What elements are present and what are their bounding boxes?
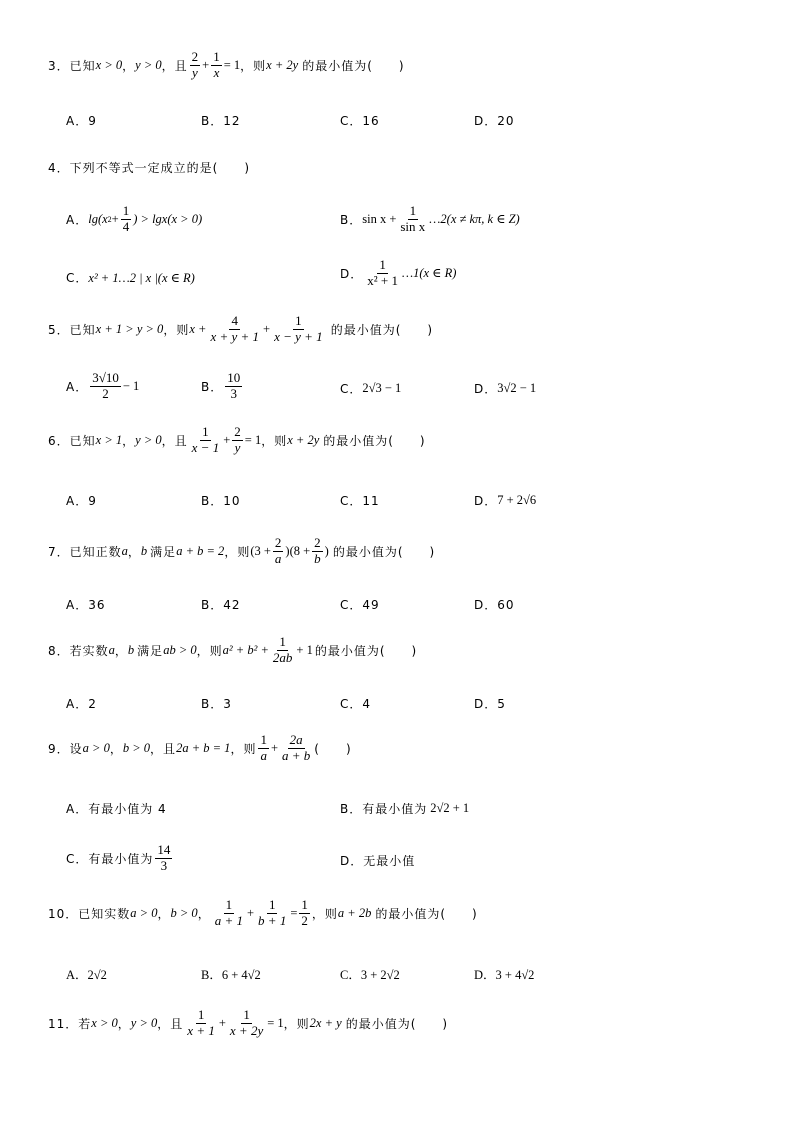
option-c[interactable]: C．3 + 2√2 [340, 968, 400, 982]
fraction: $\frac{1}{x + 1}$ [187, 1007, 215, 1038]
fraction: $\frac{1}{\text{x² + 1}}$ [367, 257, 398, 288]
fraction: $\frac{1}{x + 2y}$ [229, 1007, 264, 1038]
question-3: 3． 已知 x > 0 ， y > 0 ，且 $\frac{2}{y}$ + $\frac{1}{x}$ = 1 ，则 x + 2y 的最小值为( ) [48, 49, 405, 80]
fraction: $\frac{1}{x - 1}$ [191, 424, 220, 455]
question-8: 8． 若实数 a ， b 满足 ab > 0 ，则 a² + b² + $\frac{1}{2ab}$ + 1 的最小值为( ) [48, 634, 418, 665]
option-d[interactable]: D． 7 + 2√6 [474, 493, 537, 508]
option-c[interactable]: C．16 [340, 114, 380, 128]
question-4: 4．下列不等式一定成立的是( ) [48, 161, 250, 175]
option-b[interactable]: B． sin x + $\frac{1}{\text{sin x}}$ …2(x ≠ kπ, k ∈ Z) [340, 203, 520, 234]
fraction: $\frac{2}{b}$ [314, 535, 321, 566]
option-b[interactable]: B． $\frac{10}{3}$ [201, 370, 241, 401]
fraction: $\frac{1}{4}$ [122, 203, 130, 234]
option-a[interactable]: A．2√2 [66, 968, 107, 982]
question-6: 6． 已知 x > 1 ， y > 0 ，且 $\frac{1}{x - 1}$ + $\frac{2}{y}$ = 1 ，则 x + 2y 的最小值为( ) [48, 424, 426, 455]
option-a[interactable]: A． lg(x 2 + $\frac{1}{4}$ ) > lgx(x > 0) [66, 203, 203, 234]
option-b[interactable]: B．42 [201, 598, 241, 612]
fraction: $\frac{1}{x}$ [213, 49, 220, 80]
fraction: $\frac{3√10}{2}$ [92, 370, 119, 401]
fraction: $\frac{1}{x - y + 1}$ [274, 313, 323, 344]
fraction: $\frac{2}{a}$ [274, 535, 282, 566]
fraction: $\frac{1}{a + 1}$ [214, 897, 243, 928]
fraction: $\frac{10}{3}$ [227, 370, 241, 401]
option-c[interactable]: C．49 [340, 598, 380, 612]
option-d[interactable]: D．20 [474, 114, 515, 128]
fraction: $\frac{2a}{a + b}$ [282, 732, 311, 763]
option-c[interactable]: C． 2√3 − 1 [340, 381, 402, 396]
option-b[interactable]: B．6 + 4√2 [201, 968, 261, 982]
option-b[interactable]: B．12 [201, 114, 241, 128]
question-10: 10． 已知实数 a > 0 ， b > 0 ， $\frac{1}{a + 1}$ + $\frac{1}{b + 1}$ = $\frac{1}{2}$ ，则 a + 2b 的最小值为( ) [48, 897, 478, 928]
question-11: 11． 若 x > 0 ， y > 0 ，且 $\frac{1}{x + 1}$ + $\frac{1}{x + 2y}$ = 1 ，则 2x + y 的最小值为( ) [48, 1007, 449, 1038]
option-a[interactable]: A． $\frac{3√10}{2}$ − 1 [66, 370, 140, 401]
option-b[interactable]: B．10 [201, 494, 241, 508]
option-c[interactable]: C．4 [340, 697, 372, 711]
option-b[interactable]: B．有最小值为 2√2 + 1 [340, 801, 470, 816]
fraction: $\frac{1}{b + 1}$ [258, 897, 287, 928]
fraction: $\frac{2}{y}$ [191, 49, 199, 80]
option-d[interactable]: D．3 + 4√2 [474, 968, 535, 982]
fraction: $\frac{1}{2}$ [301, 897, 308, 928]
option-a[interactable]: A．2 [66, 697, 97, 711]
option-a[interactable]: A．有最小值为 4 [66, 802, 167, 816]
fraction: $\frac{4}{x + y + 1}$ [210, 313, 260, 344]
fraction: $\frac{1}{a}$ [260, 732, 267, 763]
option-d[interactable]: D． $\frac{1}{\text{x² + 1}}$ …1(x ∈ R) [340, 257, 457, 288]
option-d[interactable]: D．无最小值 [340, 854, 416, 868]
option-a[interactable]: A．9 [66, 494, 97, 508]
question-9: 9． 设 a > 0 ， b > 0 ，且 2a + b = 1 ，则 $\frac{1}{a}$ + $\frac{2a}{a + b}$ ( ) [48, 732, 352, 763]
option-c[interactable]: C．11 [340, 494, 380, 508]
option-a[interactable]: A．36 [66, 598, 106, 612]
option-c[interactable]: C．有最小值为 $\frac{14}{3}$ [66, 842, 171, 873]
option-d[interactable]: D．60 [474, 598, 515, 612]
option-c[interactable]: C． x² + 1…2 | x |(x ∈ R) [66, 270, 195, 285]
option-d[interactable]: D．5 [474, 697, 506, 711]
option-b[interactable]: B．3 [201, 697, 232, 711]
fraction: $\frac{14}{3}$ [157, 842, 171, 873]
option-a[interactable]: A．9 [66, 114, 97, 128]
fraction: $\frac{1}{\text{sin x}}$ [400, 203, 426, 234]
question-5: 5． 已知 x + 1 > y > 0 ，则 x + $\frac{4}{x + y + 1}$ + $\frac{1}{x - y + 1}$ 的最小值为( ) [48, 313, 434, 344]
fraction: $\frac{1}{2ab}$ [272, 634, 293, 665]
option-d[interactable]: D． 3√2 − 1 [474, 381, 537, 396]
fraction: $\frac{2}{y}$ [234, 424, 241, 455]
question-7: 7． 已知正数 a ， b 满足 a + b = 2 ，则 (3 + $\frac{2}{a}$ )(8 + $\frac{2}{b}$ ) 的最小值为( ) [48, 535, 436, 566]
